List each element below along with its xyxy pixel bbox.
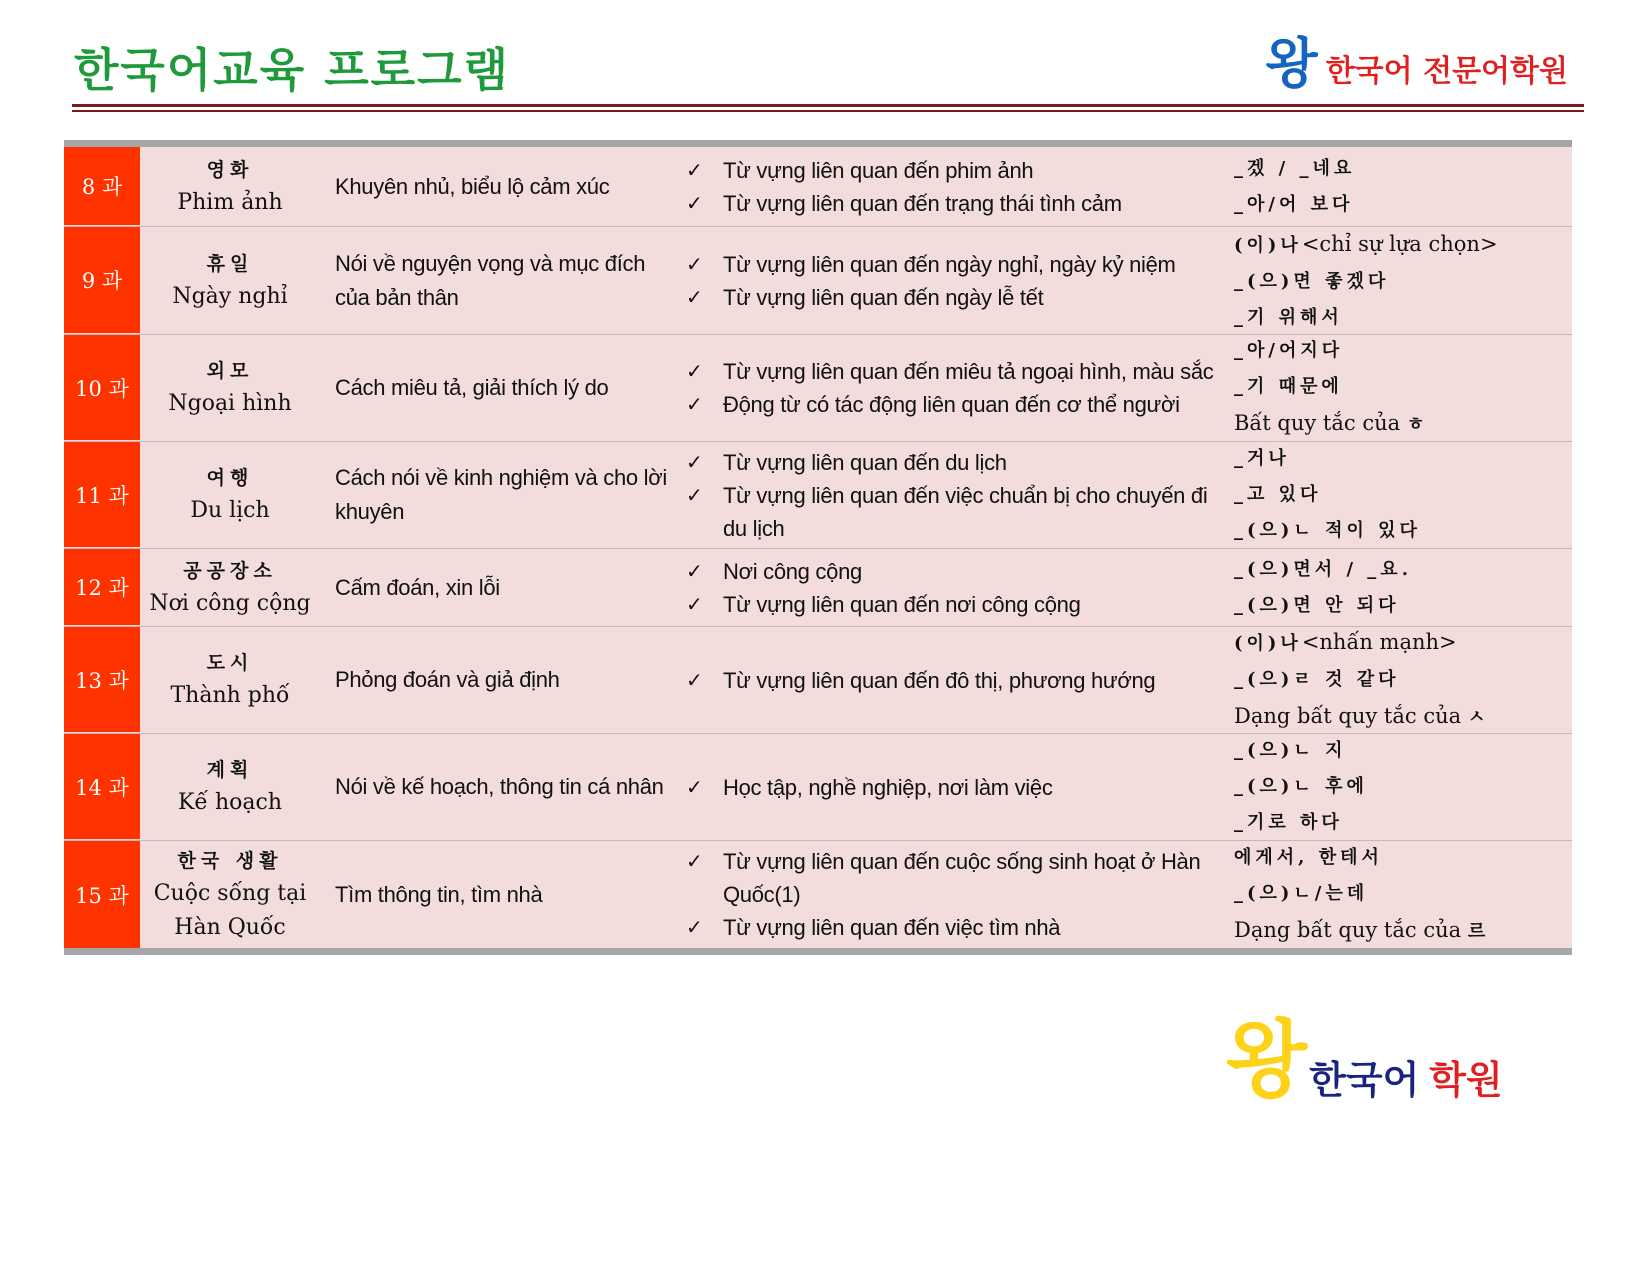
grammar-item	[1234, 912, 1572, 950]
grammar-item	[1234, 552, 1572, 588]
grammar-item	[1234, 477, 1572, 513]
grammar-item	[1234, 300, 1572, 336]
header-divider-thin	[72, 110, 1584, 112]
grammar-pattern-korean: 에게서, 한테서	[1234, 846, 1383, 868]
grammar-item	[1234, 513, 1572, 549]
topic-korean: 한국 생활	[177, 849, 283, 872]
vocab-item	[680, 911, 1230, 944]
grammar-pattern-korean: _(으)ㄹ 것 같다	[1234, 669, 1400, 690]
vocab-list	[680, 841, 1230, 948]
checkmark-icon: ✓	[686, 591, 703, 616]
grammar-list	[1230, 627, 1572, 733]
lesson-goal	[320, 335, 680, 441]
vocab-item	[680, 248, 1230, 281]
checkmark-icon: ✓	[686, 482, 703, 507]
grammar-item	[1234, 588, 1572, 624]
lesson-number: 9 과	[64, 227, 140, 334]
grammar-pattern-korean: _거나	[1234, 448, 1290, 469]
lesson-row	[64, 335, 1572, 442]
grammar-list	[1230, 227, 1572, 334]
lesson-topic	[140, 442, 320, 548]
grammar-note-vietnamese: <chỉ sự lựa chọn>	[1301, 231, 1498, 256]
header-divider-thick	[72, 104, 1584, 107]
topic-vietnamese: Ngoại hình	[168, 391, 292, 416]
topic-korean: 영화	[206, 158, 254, 181]
checkmark-icon: ✓	[686, 190, 703, 215]
vocab-item	[680, 771, 1230, 804]
vocab-list	[680, 627, 1230, 733]
lesson-topic	[140, 627, 320, 733]
grammar-pattern-korean: _(으)면 안 되다	[1234, 594, 1400, 616]
curriculum-table	[64, 140, 1572, 955]
vocab-item	[680, 281, 1230, 314]
vocab-text: Động từ có tác động liên quan đến cơ thể người	[723, 392, 1180, 417]
lesson-goal-text: Khuyên nhủ, biểu lộ cảm xúc	[335, 173, 610, 199]
lesson-number: 8 과	[64, 147, 140, 226]
grammar-pattern-korean: _(으)면 좋겠다	[1234, 270, 1390, 292]
grammar-pattern-korean: _(으)ㄴ 지	[1234, 740, 1347, 761]
grammar-pattern-korean: _(으)ㄴ/는데	[1234, 882, 1369, 904]
lesson-row	[64, 549, 1572, 627]
grammar-pattern-korean: _(으)ㄴ 적이 있다	[1234, 520, 1421, 541]
lesson-topic	[140, 841, 320, 948]
grammar-item	[1234, 226, 1572, 264]
grammar-pattern-korean: (이)나	[1234, 633, 1302, 654]
checkmark-icon: ✓	[686, 157, 703, 182]
lesson-goal-text: Cấm đoán, xin lỗi	[335, 574, 500, 600]
lesson-goal	[320, 442, 680, 548]
lesson-number: 13 과	[64, 627, 140, 733]
vocab-list	[680, 335, 1230, 441]
brand-logo-bottom	[1226, 1012, 1503, 1108]
lesson-number: 11 과	[64, 442, 140, 548]
lesson-goal	[320, 147, 680, 226]
vocab-item	[680, 588, 1230, 621]
topic-korean: 외모	[206, 360, 254, 382]
checkmark-icon: ✓	[686, 449, 703, 474]
topic-vietnamese: Phim ảnh	[177, 189, 283, 215]
vocab-item	[680, 664, 1230, 697]
vocab-text: Nơi công cộng	[723, 558, 862, 584]
brand-mark-large: 왕	[1226, 1011, 1308, 1109]
topic-vietnamese: Nơi công cộng	[149, 590, 311, 616]
lesson-goal	[320, 627, 680, 733]
lesson-topic	[140, 335, 320, 441]
vocab-text: Từ vựng liên quan đến ngày nghỉ, ngày kỷ niệm	[723, 251, 1176, 277]
vocab-text: Từ vựng liên quan đến du lịch	[723, 449, 1007, 475]
vocab-list	[680, 442, 1230, 548]
grammar-note-vietnamese: Bất quy tắc của	[1234, 411, 1407, 435]
grammar-list	[1230, 335, 1572, 441]
checkmark-icon: ✓	[686, 251, 703, 276]
grammar-pattern-korean: ㅎ	[1406, 414, 1429, 435]
grammar-item	[1234, 151, 1572, 187]
topic-korean: 계획	[206, 759, 254, 781]
brand-logo-top	[1266, 34, 1568, 94]
grammar-pattern-korean: 르	[1467, 920, 1490, 942]
lesson-goal	[320, 227, 680, 334]
vocab-list	[680, 549, 1230, 626]
grammar-pattern-korean: _아/어 보다	[1234, 193, 1354, 215]
grammar-list	[1230, 549, 1572, 626]
grammar-pattern-korean: _기로 하다	[1234, 812, 1343, 833]
lesson-topic	[140, 734, 320, 840]
lesson-number: 14 과	[64, 734, 140, 840]
brand-name: 한국어 전문어학원	[1325, 54, 1568, 89]
vocab-text: Từ vựng liên quan đến miêu tả ngoại hình, màu sắc	[723, 359, 1214, 384]
checkmark-icon: ✓	[686, 667, 703, 692]
vocab-item	[680, 187, 1230, 220]
page-title: 한국어교육 프로그램	[74, 43, 510, 97]
grammar-item	[1234, 369, 1572, 405]
grammar-pattern-korean: _(으)ㄴ 후에	[1234, 776, 1368, 797]
lesson-number: 12 과	[64, 549, 140, 626]
topic-vietnamese: Thành phố	[170, 683, 290, 708]
lesson-row	[64, 147, 1572, 227]
vocab-text: Học tập, nghề nghiệp, nơi làm việc	[723, 774, 1053, 800]
vocab-item	[680, 154, 1230, 187]
vocab-list	[680, 227, 1230, 334]
brand-name-part-1: 한국어	[1309, 1058, 1420, 1102]
grammar-list	[1230, 147, 1572, 226]
grammar-item	[1234, 769, 1572, 805]
vocab-list	[680, 734, 1230, 840]
lesson-topic	[140, 147, 320, 226]
grammar-pattern-korean: _겠 / _네요	[1234, 157, 1356, 179]
vocab-item	[680, 446, 1230, 479]
lesson-goal-text: Tìm thông tin, tìm nhà	[335, 881, 543, 907]
grammar-list	[1230, 442, 1572, 548]
grammar-item	[1234, 624, 1572, 662]
grammar-item	[1234, 876, 1572, 912]
lesson-row	[64, 442, 1572, 549]
lesson-topic	[140, 227, 320, 334]
vocab-item	[680, 555, 1230, 588]
vocab-text: Từ vựng liên quan đến ngày lễ tết	[723, 284, 1044, 310]
grammar-item	[1234, 805, 1572, 841]
grammar-note-vietnamese: Dạng bất quy tắc của	[1234, 917, 1468, 942]
vocab-text: Từ vựng liên quan đến nơi công cộng	[723, 591, 1081, 617]
vocab-list	[680, 147, 1230, 226]
lesson-row	[64, 227, 1572, 335]
lesson-goal-text: Cách miêu tả, giải thích lý do	[335, 375, 609, 400]
lesson-row	[64, 734, 1572, 841]
topic-vietnamese: Hàn Quốc	[174, 914, 286, 940]
grammar-pattern-korean: _(으)면서 / _요.	[1234, 558, 1412, 580]
grammar-note-vietnamese: Dạng bất quy tắc của	[1234, 704, 1468, 728]
topic-korean: 여행	[206, 467, 254, 489]
grammar-item	[1234, 187, 1572, 223]
checkmark-icon: ✓	[686, 558, 703, 583]
checkmark-icon: ✓	[686, 849, 703, 873]
lesson-goal-text: Nói về nguyện vọng và mục đích của bản thân	[335, 250, 646, 310]
grammar-item	[1234, 733, 1572, 769]
checkmark-icon: ✓	[686, 774, 703, 799]
topic-korean: 공공장소	[183, 559, 277, 582]
grammar-item	[1234, 264, 1572, 300]
lesson-row	[64, 627, 1572, 734]
lesson-number: 15 과	[64, 841, 140, 948]
checkmark-icon: ✓	[686, 915, 703, 939]
grammar-list	[1230, 841, 1572, 948]
topic-korean: 도시	[206, 652, 254, 674]
lesson-row	[64, 841, 1572, 948]
lesson-goal	[320, 734, 680, 840]
topic-vietnamese: Cuộc sống tại	[153, 880, 307, 906]
vocab-text: Từ vựng liên quan đến việc tìm nhà	[723, 915, 1061, 940]
topic-vietnamese: Ngày nghỉ	[172, 283, 288, 309]
vocab-text: Từ vựng liên quan đến đô thị, phương hướng	[723, 667, 1156, 693]
topic-vietnamese: Kế hoạch	[178, 790, 282, 815]
grammar-pattern-korean: (이)나	[1234, 234, 1302, 256]
vocab-text: Từ vựng liên quan đến việc chuẩn bị cho chuyến đi du lịch	[723, 482, 1208, 541]
grammar-item	[1234, 333, 1572, 369]
grammar-note-vietnamese: <nhấn mạnh>	[1301, 630, 1457, 654]
lesson-goal	[320, 841, 680, 948]
brand-mark: 왕	[1265, 32, 1318, 95]
vocab-item	[680, 845, 1230, 911]
vocab-item	[680, 479, 1230, 545]
grammar-item	[1234, 662, 1572, 698]
vocab-text: Từ vựng liên quan đến phim ảnh	[723, 157, 1034, 183]
grammar-item	[1234, 698, 1572, 736]
vocab-text: Từ vựng liên quan đến trạng thái tình cảm	[723, 190, 1122, 216]
checkmark-icon: ✓	[686, 284, 703, 309]
grammar-pattern-korean: _아/어지다	[1234, 340, 1344, 361]
brand-name-part-2: 학원	[1429, 1058, 1503, 1102]
vocab-item	[680, 388, 1230, 421]
lesson-goal	[320, 549, 680, 626]
grammar-pattern-korean: _기 때문에	[1234, 376, 1343, 397]
vocab-text: Từ vựng liên quan đến cuộc sống sinh hoạt ở Hàn Quốc(1)	[723, 849, 1201, 907]
lesson-goal-text: Cách nói về kinh nghiệm và cho lời khuyên	[335, 465, 667, 524]
lesson-topic	[140, 549, 320, 626]
checkmark-icon: ✓	[686, 392, 703, 416]
grammar-pattern-korean: _고 있다	[1234, 484, 1322, 505]
lesson-number: 10 과	[64, 335, 140, 441]
grammar-item	[1234, 405, 1572, 443]
topic-vietnamese: Du lịch	[190, 498, 270, 523]
grammar-pattern-korean: _기 위해서	[1234, 306, 1343, 328]
checkmark-icon: ✓	[686, 359, 703, 383]
grammar-pattern-korean: ㅅ	[1467, 707, 1490, 728]
grammar-list	[1230, 734, 1572, 840]
topic-korean: 휴일	[206, 252, 254, 275]
grammar-item	[1234, 441, 1572, 477]
vocab-item	[680, 355, 1230, 388]
lesson-goal-text: Nói về kế hoạch, thông tin cá nhân	[335, 774, 664, 799]
grammar-item	[1234, 840, 1572, 876]
lesson-goal-text: Phỏng đoán và giả định	[335, 667, 560, 692]
